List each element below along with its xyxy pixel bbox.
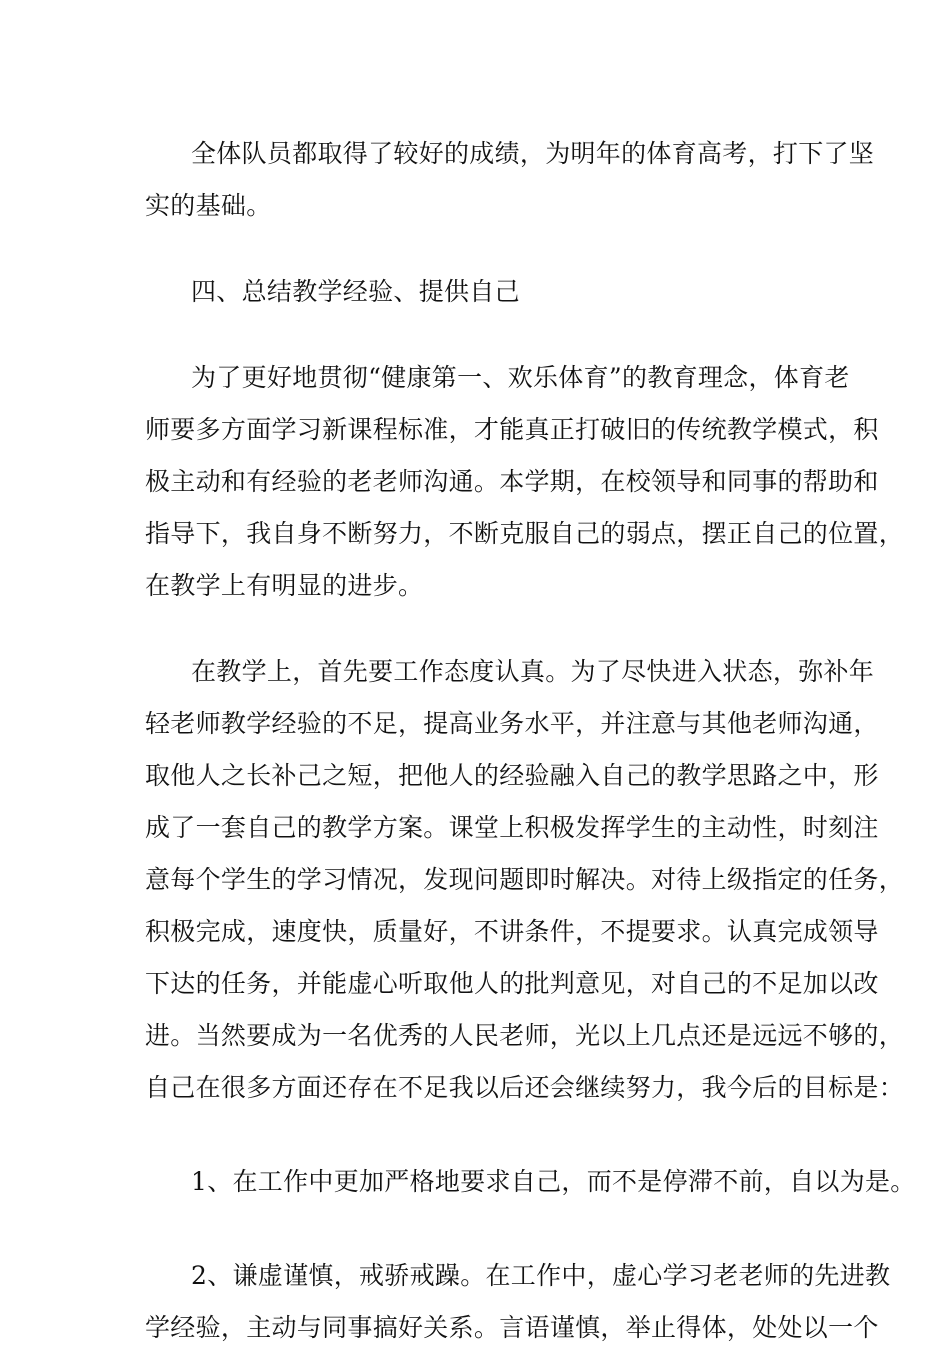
document-body	[145, 128, 916, 1354]
section-heading	[145, 266, 825, 318]
text-line: 在教学上有明显的进步。	[145, 571, 424, 600]
text-line: 极主动和有经验的老老师沟通。本学期，在校领导和同事的帮助和	[145, 467, 879, 496]
text-line: 全体队员都取得了较好的成绩，为明年的体育高考，打下了坚	[191, 139, 875, 168]
text-line: 自己在很多方面还存在不足我以后还会继续努力，我今后的目标是：	[145, 1073, 905, 1102]
text-line: 进。当然要成为一名优秀的人民老师，光以上几点还是远远不够的，	[145, 1021, 905, 1050]
paragraph-team-results	[145, 128, 875, 232]
text-line: 成了一套自己的教学方案。课堂上积极发挥学生的主动性，时刻注	[145, 813, 879, 842]
text-line: 下达的任务，并能虚心听取他人的批判意见，对自己的不足加以改	[145, 969, 879, 998]
heading-text: 四、总结教学经验、提供自己	[191, 277, 520, 306]
text-line: 为了更好地贯彻“健康第一、欢乐体育”的教育理念，体育老	[191, 363, 850, 392]
text-line: 师要多方面学习新课程标准，才能真正打破旧的传统教学模式，积	[145, 415, 879, 444]
text-line: 学经验，主动与同事搞好关系。言语谨慎，举止得体，处处以一个	[145, 1313, 879, 1342]
text-line: 轻老师教学经验的不足，提高业务水平，并注意与其他老师沟通，	[145, 709, 879, 738]
text-line: 意每个学生的学习情况，发现问题即时解决。对待上级指定的任务，	[145, 865, 905, 894]
text-line: 指导下，我自身不断努力，不断克服自己的弱点，摆正自己的位置，	[145, 519, 905, 548]
paragraph-teaching-attitude	[145, 646, 905, 1114]
text-line: 2、谦虚谨慎，戒骄戒躁。在工作中，虚心学习老老师的先进教	[191, 1261, 891, 1290]
paragraph-education-philosophy	[145, 352, 905, 612]
text-line: 实的基础。	[145, 191, 272, 220]
list-item-goal-1	[145, 1156, 916, 1208]
text-line: 1、在工作中更加严格地要求自己，而不是停滞不前，自以为是。	[191, 1167, 916, 1196]
text-line: 取他人之长补己之短，把他人的经验融入自己的教学思路之中，形	[145, 761, 879, 790]
text-line: 在教学上，首先要工作态度认真。为了尽快进入状态，弥补年	[191, 657, 875, 686]
list-item-goal-2	[145, 1250, 891, 1354]
text-line: 积极完成，速度快，质量好，不讲条件，不提要求。认真完成领导	[145, 917, 879, 946]
